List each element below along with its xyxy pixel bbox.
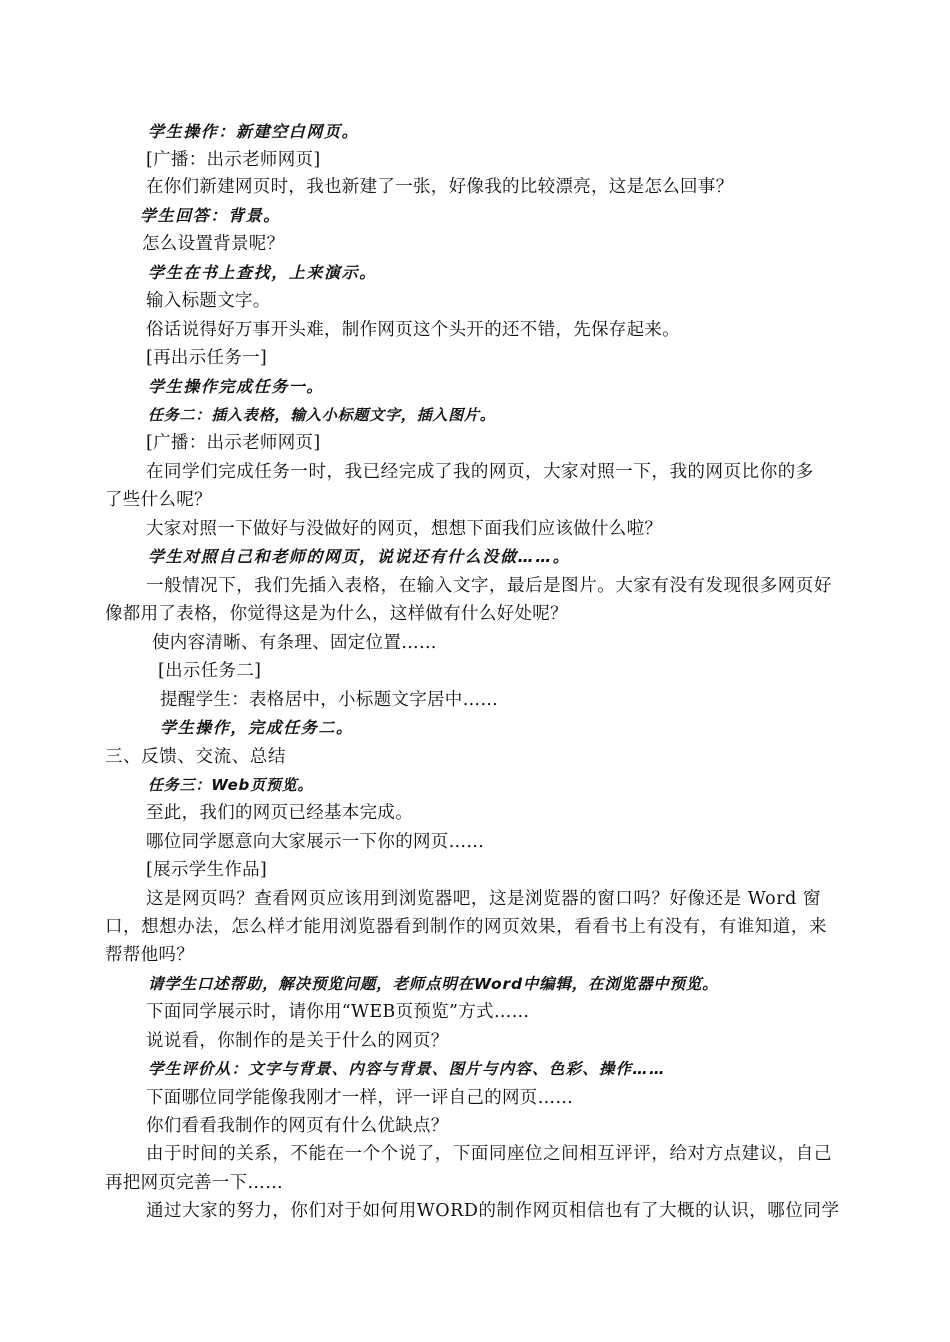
student-action-line: 学生操作：新建空白网页。 (148, 122, 360, 141)
student-action-line: 请学生口述帮助，解决预览问题，老师点明在Word中编辑，在浏览器中预览。 (148, 975, 719, 993)
text-line: 下面哪位同学能像我刚才一样，评一评自己的网页…… (146, 1088, 574, 1108)
text-line: 帮帮他吗？ (105, 945, 194, 965)
text-line: 这是网页吗？查看网页应该用到浏览器吧，这是浏览器的窗口吗？好像还是 Word 窗 (146, 889, 822, 909)
student-action-line: 学生回答：背景。 (140, 206, 281, 225)
text-line: 通过大家的努力，你们对于如何用WORD的制作网页相信也有了大概的认识，哪位同学 (146, 1201, 840, 1221)
task-note: [再出示任务一] (146, 348, 268, 368)
text-line: 口，想想办法，怎么样才能用浏览器看到制作的网页效果，看看书上有没有，有谁知道，来 (105, 917, 827, 937)
task-title: 任务二：插入表格，输入小标题文字，插入图片。 (148, 406, 496, 424)
text-line: 由于时间的关系，不能在一个个说了，下面同座位之间相互评评，给对方点建议，自己 (146, 1144, 832, 1164)
student-action-line: 学生操作完成任务一。 (148, 377, 325, 396)
text-line: 大家对照一下做好与没做好的网页，想想下面我们应该做什么啦？ (146, 519, 663, 539)
student-action-line: 学生操作，完成任务二。 (160, 718, 354, 737)
text-line: 使内容清晰、有条理、固定位置…… (152, 633, 437, 653)
task-note: [出示任务二] (158, 661, 262, 681)
text-line: 一般情况下，我们先插入表格，在输入文字，最后是图片。大家有没有发现很多网页好 (146, 576, 832, 596)
student-action-line: 学生评价从：文字与背景、内容与背景、图片与内容、色彩、操作…… (148, 1060, 666, 1078)
section-heading: 三、反馈、交流、总结 (105, 747, 286, 767)
text-line: 了些什么呢？ (105, 490, 212, 510)
text-line: 在同学们完成任务一时，我已经完成了我的网页，大家对照一下，我的网页比你的多 (146, 462, 814, 482)
task-title: 任务三：Web页预览。 (148, 776, 314, 794)
task-note: [展示学生作品] (146, 860, 268, 880)
text-line: 说说看，你制作的是关于什么的网页？ (146, 1031, 449, 1051)
text-line: 下面同学展示时，请你用“WEB页预览”方式…… (146, 1002, 530, 1022)
text-line: 至此，我们的网页已经基本完成。 (146, 803, 413, 823)
broadcast-note: [广播：出示老师网页] (146, 433, 321, 453)
text-line: 输入标题文字。 (146, 291, 271, 311)
text-line: 提醒学生：表格居中，小标题文字居中…… (160, 690, 499, 710)
text-line: 哪位同学愿意向大家展示一下你的网页…… (146, 832, 485, 852)
text-line: 在你们新建网页时，我也新建了一张，好像我的比较漂亮，这是怎么回事？ (146, 177, 734, 197)
text-line: 俗话说得好万事开头难，制作网页这个头开的还不错，先保存起来。 (146, 320, 680, 340)
text-line: 像都用了表格，你觉得这是为什么，这样做有什么好处呢？ (105, 604, 568, 624)
text-line: 怎么设置背景呢？ (142, 234, 285, 254)
text-line: 再把网页完善一下…… (105, 1173, 283, 1193)
broadcast-note: [广播：出示老师网页] (146, 150, 321, 170)
student-action-line: 学生在书上查找，上来演示。 (148, 263, 377, 282)
text-line: 你们看看我制作的网页有什么优缺点？ (146, 1116, 449, 1136)
student-action-line: 学生对照自己和老师的网页，说说还有什么没做……。 (148, 547, 571, 566)
